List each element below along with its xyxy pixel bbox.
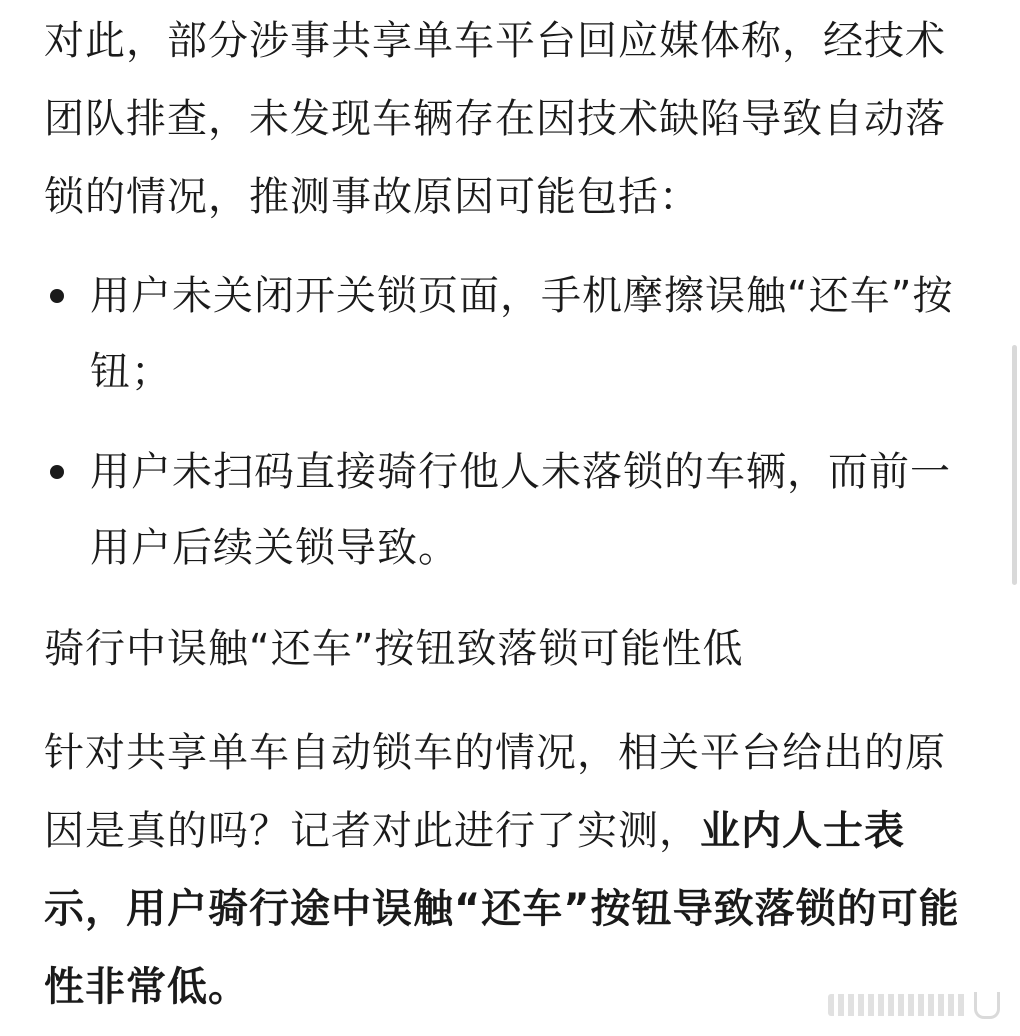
list-item-text: 用户未扫码直接骑行他人未落锁的车辆，而前一用户后续关锁导致。 <box>90 449 951 571</box>
cause-list <box>44 258 984 586</box>
paragraph-bold-text: 业内人士表示，用户骑行途中误触“还车”按钮导致落锁的可能性非常低。 <box>44 808 960 1010</box>
watermark-logo-icon <box>974 992 1000 1019</box>
paragraph-platform-response: 对此，部分涉事共享单车平台回应媒体称，经技术团队排查，未发现车辆存在因技术缺陷导致自动落锁的情况，推测事故原因可能包括： <box>44 18 946 220</box>
scrollbar[interactable] <box>1012 345 1017 585</box>
list-item <box>44 434 984 586</box>
bullet-dot-icon <box>50 465 64 479</box>
watermark-pattern-icon <box>828 994 968 1016</box>
section-heading: 骑行中误触“还车”按钮致落锁可能性低 <box>44 626 744 672</box>
list-item-text: 用户未关闭开关锁页面，手机摩擦误触“还车”按钮； <box>90 273 954 395</box>
paragraph-reporter-test <box>44 714 984 1026</box>
bullet-dot-icon <box>50 289 64 303</box>
list-item <box>44 258 984 410</box>
watermark <box>828 988 1000 1022</box>
article-body <box>44 0 984 1026</box>
paragraph-text: 针对共享单车自动锁车的情况，相关平台给出的原因是真的吗？记者对此进行了实测， <box>44 730 946 854</box>
